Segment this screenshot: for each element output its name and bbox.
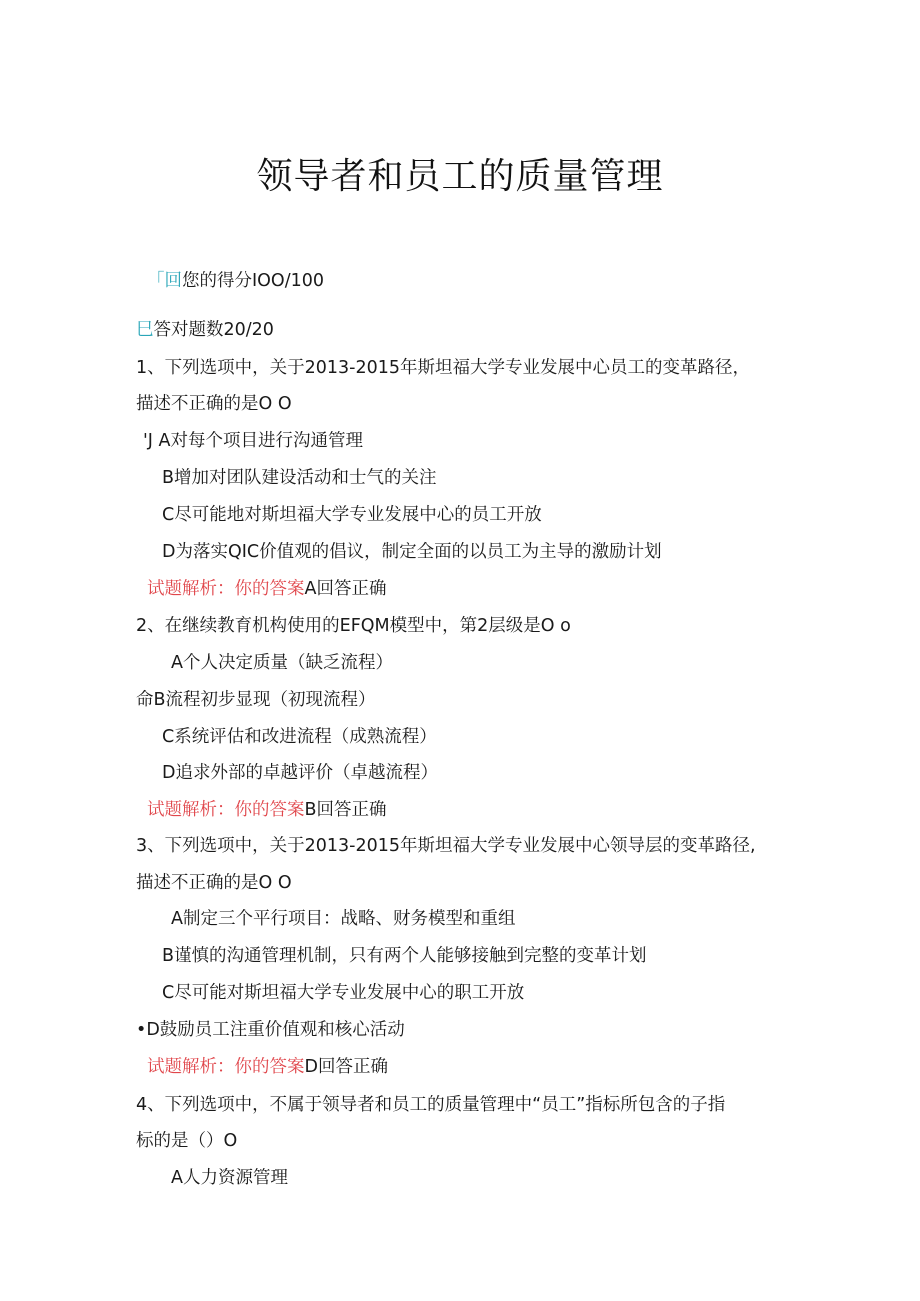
question-3-stem-line-1: 3、下列选项中，关于2013-2015年斯坦福大学专业发展中心领导层的变革路径, [136, 836, 756, 856]
question-3-option-d: •D鼓励员工注重价值观和核心活动 [136, 1020, 405, 1040]
question-1-option-a: 'J A对每个项目进行沟通管理 [143, 431, 364, 451]
question-1-analysis-result: A回答正确 [304, 579, 387, 599]
question-4-stem-line-2: 标的是（）O [136, 1131, 238, 1151]
question-1-stem-line-2: 描述不正确的是O O [136, 394, 292, 414]
question-2-analysis [147, 798, 387, 822]
question-2-analysis-label: 试题解析：你的答案 [147, 800, 305, 820]
question-3-analysis [147, 1055, 388, 1079]
question-1-analysis-label: 试题解析：你的答案 [147, 579, 305, 599]
question-2-option-a: A个人决定质量（缺乏流程） [171, 653, 393, 673]
question-1-option-b: B增加对团队建设活动和士气的关注 [162, 468, 437, 488]
question-2-option-d: D追求外部的卓越评价（卓越流程） [162, 763, 438, 783]
question-3-option-b: B谨慎的沟通管理机制，只有两个人能够接触到完整的变革计划 [162, 946, 647, 966]
question-1-option-d: D为落实QIC价值观的倡议，制定全面的以员工为主导的激励计划 [162, 542, 662, 562]
question-1-analysis [147, 577, 386, 601]
question-3-option-c: C尽可能对斯坦福大学专业发展中心的职工开放 [162, 983, 525, 1003]
correct-count-label: 答对题数20/20 [153, 320, 274, 340]
question-3-option-a: A制定三个平行项目：战略、财务模型和重组 [171, 909, 516, 929]
question-2-stem-line-1: 2、在继续教育机构使用的EFQM模型中，第2层级是O o [136, 616, 571, 636]
question-2-option-c: C系统评估和改进流程（成熟流程） [162, 727, 437, 747]
question-1-stem-line-1: 1、下列选项中，关于2013-2015年斯坦福大学专业发展中心员工的变革路径， [136, 358, 751, 378]
score-icon: 「回 [147, 271, 182, 291]
correct-count-icon: 巳 [136, 320, 154, 340]
correct-count-line [136, 318, 274, 342]
question-3-analysis-label: 试题解析：你的答案 [147, 1057, 305, 1077]
question-1-option-c: C尽可能地对斯坦福大学专业发展中心的员工开放 [162, 505, 542, 525]
question-3-analysis-result: D回答正确 [304, 1057, 388, 1077]
question-2-analysis-result: B回答正确 [304, 800, 387, 820]
score-line [147, 269, 324, 293]
score-label: 您的得分IOO/100 [182, 271, 325, 291]
question-4-stem-line-1: 4、下列选项中，不属于领导者和员工的质量管理中“员工”指标所包含的子指 [136, 1095, 726, 1115]
question-2-option-b: 命B流程初步显现（初现流程） [136, 690, 376, 710]
document-title: 领导者和员工的质量管理 [256, 156, 664, 197]
question-3-stem-line-2: 描述不正确的是O O [136, 873, 292, 893]
question-4-option-a: A人力资源管理 [171, 1168, 288, 1188]
